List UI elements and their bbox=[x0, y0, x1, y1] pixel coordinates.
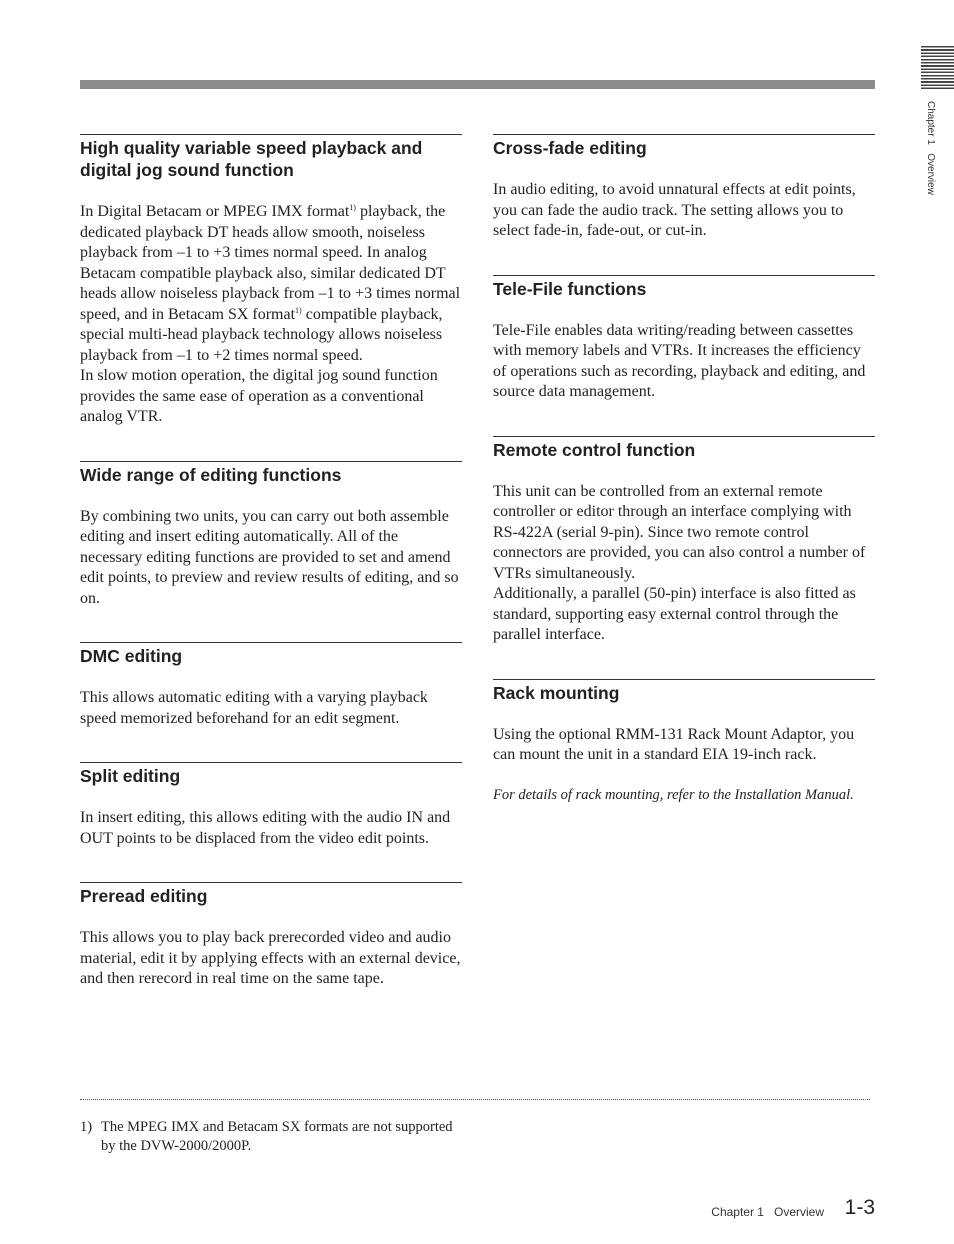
footnote bbox=[80, 1118, 460, 1155]
section-paragraph: In insert editing, this allows editing with the audio IN and OUT points to be displaced from the video edit points. bbox=[80, 809, 451, 847]
section-paragraph: This allows automatic editing with a varying playback speed memorized beforehand for an edit segment. bbox=[80, 689, 428, 727]
section-heading: Cross-fade editing bbox=[493, 134, 875, 159]
header-rule bbox=[80, 80, 875, 89]
section-heading: Rack mounting bbox=[493, 679, 875, 704]
right-column bbox=[493, 134, 875, 804]
left-column bbox=[80, 134, 462, 990]
section-heading: Split editing bbox=[80, 762, 462, 787]
section-heading: Tele-File functions bbox=[493, 275, 875, 300]
page-number: 1-3 bbox=[844, 1196, 875, 1219]
section-dmc-editing bbox=[80, 642, 462, 729]
section-variable-speed bbox=[80, 134, 462, 428]
footnote-marker: 1) bbox=[295, 305, 302, 315]
text-run: In Digital Betacam or MPEG IMX format bbox=[80, 203, 350, 220]
section-preread-editing bbox=[80, 882, 462, 990]
section-rack-mounting bbox=[493, 679, 875, 804]
chapter-tab-marker bbox=[921, 46, 954, 90]
section-heading: Preread editing bbox=[80, 882, 462, 907]
section-paragraph: By combining two units, you can carry out both assemble editing and insert editing automatically. All of the necessary editing functions are provided to set and amend edit points, to preview and review results of editing, and so on. bbox=[80, 507, 459, 607]
section-heading: DMC editing bbox=[80, 642, 462, 667]
section-paragraph: In audio editing, to avoid unnatural effects at edit points, you can fade the audio track. The setting allows you to select fade-in, fade-out, or cut-in. bbox=[493, 181, 856, 239]
text-run: playback, the dedicated playback DT heads allow smooth, noiseless playback from –1 to +3 times normal speed. In analog Betacam compatible playback also, similar dedicated DT heads allow noiseless playback from –1 to +3 times normal speed, and in Betacam SX format bbox=[80, 203, 461, 323]
section-editing-functions bbox=[80, 461, 462, 610]
section-split-editing bbox=[80, 762, 462, 849]
section-paragraph bbox=[80, 202, 462, 366]
section-cross-fade bbox=[493, 134, 875, 242]
text-run: compatible playback, special multi-head playback technology allows noiseless playback from –1 to +2 times normal speed. bbox=[80, 305, 443, 364]
section-heading: Wide range of editing functions bbox=[80, 461, 462, 486]
side-chapter-label: Chapter 1 Overview bbox=[925, 101, 936, 195]
section-paragraph: Using the optional RMM-131 Rack Mount Adaptor, you can mount the unit in a standard EIA 19-inch rack. bbox=[493, 725, 855, 763]
footer-chapter-label: Chapter 1 Overview bbox=[711, 1205, 824, 1219]
footnote-text: The MPEG IMX and Betacam SX formats are not supported by the DVW-2000/2000P. bbox=[101, 1119, 453, 1154]
section-paragraph: In slow motion operation, the digital jog sound function provides the same ease of operation as a conventional analog VTR. bbox=[80, 367, 438, 425]
section-paragraph: This unit can be controlled from an external remote controller or editor through an interface complying with RS-422A (serial 9-pin). Since two remote control connectors are provided, you can also control a number of VTRs simultaneously. bbox=[493, 482, 866, 582]
section-remote-control bbox=[493, 436, 875, 646]
section-paragraph: Tele-File enables data writing/reading between cassettes with memory labels and VTRs. It increases the efficiency of operations such as recording, playback and editing, and source data management. bbox=[493, 321, 866, 400]
section-paragraph: This allows you to play back prerecorded video and audio material, edit it by applying effects with an external device, and then rerecord in real time on the same tape. bbox=[80, 929, 461, 987]
footnote-separator bbox=[80, 1099, 870, 1101]
section-heading: High quality variable speed playback and digital jog sound function bbox=[80, 134, 462, 181]
section-tele-file bbox=[493, 275, 875, 403]
footnote-marker: 1) bbox=[349, 203, 356, 212]
reference-note: For details of rack mounting, refer to the Installation Manual. bbox=[493, 786, 854, 803]
section-paragraph: Additionally, a parallel (50-pin) interface is also fitted as standard, supporting easy external control through the parallel interface. bbox=[493, 585, 856, 643]
footnote-number: 1) bbox=[80, 1119, 93, 1135]
section-heading: Remote control function bbox=[493, 436, 875, 461]
